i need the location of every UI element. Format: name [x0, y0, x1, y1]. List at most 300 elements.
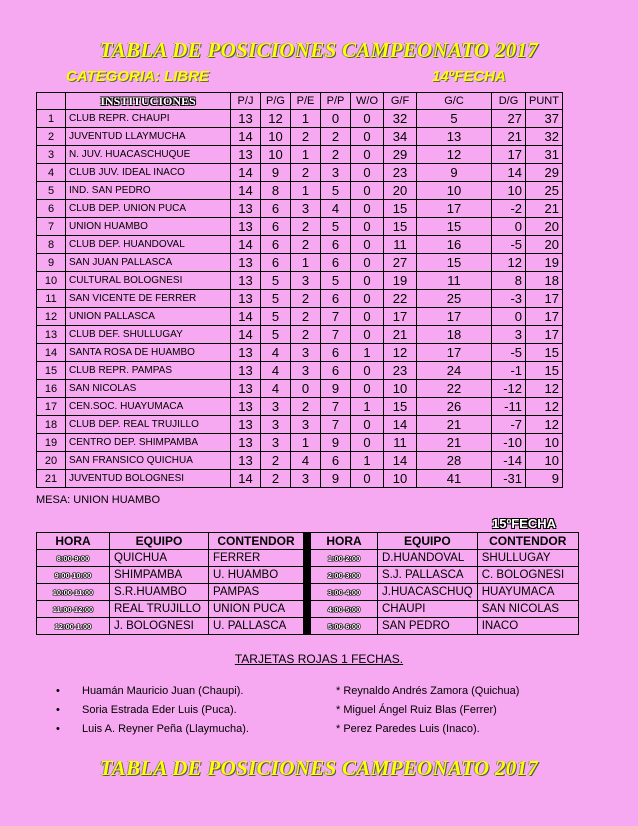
team-name-cell: JUVENTUD BOLOGNESI	[66, 470, 231, 488]
team-name-cell: SAN JUAN PALLASCA	[66, 254, 231, 272]
table-row	[37, 254, 563, 272]
table-cell: 32	[526, 128, 563, 146]
table-cell: 19	[384, 272, 417, 290]
next-round-label: 15ºFECHA	[492, 516, 556, 531]
table-cell: 0	[351, 470, 384, 488]
mesa-label: MESA: UNION HUAMBO	[36, 494, 161, 506]
time-cell: 10:00-11:00	[37, 584, 110, 601]
list-item	[56, 720, 249, 739]
table-cell: 9	[526, 470, 563, 488]
table-cell: 3	[261, 434, 291, 452]
header-cell: CONTENDOR	[477, 533, 578, 550]
table-cell: 27	[384, 254, 417, 272]
table-cell: 11	[384, 434, 417, 452]
table-cell: 9	[321, 380, 351, 398]
list-item	[56, 682, 249, 701]
table-cell: 31	[526, 146, 563, 164]
table-cell: 6	[321, 254, 351, 272]
table-cell: 10	[492, 182, 526, 200]
header-cell	[37, 93, 66, 110]
page-title: TABLA DE POSICIONES CAMPEONATO 2017	[99, 38, 539, 62]
table-cell: -5	[492, 344, 526, 362]
team-name-cell: CLUB DEF. SHULLUGAY	[66, 326, 231, 344]
table-row	[37, 344, 563, 362]
table-cell: 5	[261, 272, 291, 290]
header-cell: EQUIPO	[110, 533, 209, 550]
team-cell: C. BOLOGNESI	[477, 567, 578, 584]
table-cell: 10	[384, 470, 417, 488]
table-cell: 24	[417, 362, 492, 380]
table-cell: 0	[351, 290, 384, 308]
table-cell: 18	[417, 326, 492, 344]
table-cell: 2	[261, 470, 291, 488]
table-cell: 2	[37, 128, 66, 146]
column-divider	[304, 567, 311, 584]
table-cell: 0	[351, 218, 384, 236]
time-cell: 3:00-4:00	[311, 584, 378, 601]
player-name: Soria Estrada Eder Luis (Puca).	[82, 704, 237, 716]
table-cell: 2	[321, 128, 351, 146]
table-cell: -3	[492, 290, 526, 308]
team-name-cell: CLUB DEP. HUANDOVAL	[66, 236, 231, 254]
table-cell: 14	[231, 164, 261, 182]
category-label: CATEGORIA: LIBRE	[66, 68, 210, 85]
column-divider	[304, 550, 311, 567]
table-cell: 6	[321, 362, 351, 380]
table-cell: 13	[231, 218, 261, 236]
table-row	[37, 434, 563, 452]
team-cell: SAN NICOLAS	[477, 601, 578, 618]
table-cell: 12	[261, 110, 291, 128]
table-cell: 21	[37, 470, 66, 488]
table-cell: 13	[231, 416, 261, 434]
header-cell: HORA	[37, 533, 110, 550]
table-cell: 26	[417, 398, 492, 416]
table-cell: 6	[37, 200, 66, 218]
table-cell: 3	[492, 326, 526, 344]
table-cell: 21	[384, 326, 417, 344]
table-cell: 2	[291, 308, 321, 326]
table-cell: 18	[526, 272, 563, 290]
table-cell: 2	[291, 236, 321, 254]
table-cell: 6	[261, 218, 291, 236]
table-row	[37, 326, 563, 344]
header-cell: P/J	[231, 93, 261, 110]
team-name-cell: CLUB REPR. PAMPAS	[66, 362, 231, 380]
table-cell: 32	[384, 110, 417, 128]
table-row	[37, 601, 579, 618]
table-cell: 1	[291, 182, 321, 200]
table-cell: 12	[37, 308, 66, 326]
team-name-cell: IND. SAN PEDRO	[66, 182, 231, 200]
header-cell: W/O	[351, 93, 384, 110]
table-cell: 6	[321, 452, 351, 470]
table-row	[37, 618, 579, 635]
table-row	[37, 200, 563, 218]
table-cell: 3	[291, 416, 321, 434]
table-cell: 7	[321, 398, 351, 416]
table-cell: 8	[261, 182, 291, 200]
time-cell: 8:00-9:00	[37, 550, 110, 567]
table-cell: 28	[417, 452, 492, 470]
table-cell: 17	[417, 308, 492, 326]
table-row	[37, 182, 563, 200]
table-cell: 7	[321, 326, 351, 344]
table-cell: 19	[526, 254, 563, 272]
standings-table	[36, 92, 563, 488]
table-cell: 2	[291, 164, 321, 182]
player-name: Luis A. Reyner Peña (Llaymucha).	[82, 723, 249, 735]
table-cell: 5	[261, 308, 291, 326]
table-cell: 25	[526, 182, 563, 200]
table-cell: 22	[384, 290, 417, 308]
team-cell: QUICHUA	[110, 550, 209, 567]
table-cell: 5	[321, 272, 351, 290]
bullet-icon: •	[56, 704, 60, 716]
table-cell: 25	[417, 290, 492, 308]
table-cell: 2	[261, 452, 291, 470]
table-cell: 9	[321, 434, 351, 452]
table-cell: 1	[291, 434, 321, 452]
table-cell: 3	[37, 146, 66, 164]
table-cell: 4	[321, 200, 351, 218]
table-cell: 14	[231, 236, 261, 254]
table-cell: 1	[351, 452, 384, 470]
team-name-cell: UNION PALLASCA	[66, 308, 231, 326]
table-cell: 9	[417, 164, 492, 182]
bullet-icon: •	[56, 723, 60, 735]
table-row	[37, 470, 563, 488]
table-cell: 13	[231, 398, 261, 416]
table-cell: 13	[231, 344, 261, 362]
table-cell: 12	[526, 398, 563, 416]
team-cell: U. PALLASCA	[209, 618, 304, 635]
column-divider	[304, 584, 311, 601]
header-cell: CONTENDOR	[209, 533, 304, 550]
table-cell: -14	[492, 452, 526, 470]
table-cell: 21	[526, 200, 563, 218]
team-name-cell: UNION HUAMBO	[66, 218, 231, 236]
table-cell: 17	[417, 344, 492, 362]
table-cell: 18	[37, 416, 66, 434]
table-cell: 15	[384, 218, 417, 236]
team-name-cell: CLUB DEP. UNION PUCA	[66, 200, 231, 218]
table-cell: 8	[37, 236, 66, 254]
table-cell: 6	[261, 200, 291, 218]
table-cell: 2	[291, 128, 321, 146]
red-cards-list-left	[56, 682, 249, 739]
table-row	[37, 380, 563, 398]
table-cell: 1	[37, 110, 66, 128]
team-cell: UNION PUCA	[209, 601, 304, 618]
table-cell: 1	[291, 146, 321, 164]
column-divider	[304, 601, 311, 618]
table-cell: 13	[231, 452, 261, 470]
table-cell: 7	[321, 308, 351, 326]
table-cell: 11	[384, 236, 417, 254]
table-cell: 0	[351, 182, 384, 200]
table-cell: 7	[37, 218, 66, 236]
table-cell: 0	[351, 236, 384, 254]
table-cell: 2	[291, 398, 321, 416]
table-row	[37, 308, 563, 326]
table-cell: 4	[261, 362, 291, 380]
table-cell: 5	[261, 290, 291, 308]
team-name-cell: SAN VICENTE DE FERRER	[66, 290, 231, 308]
schedule-header-row	[37, 533, 579, 550]
header-cell: P/G	[261, 93, 291, 110]
team-name-cell: CULTURAL BOLOGNESI	[66, 272, 231, 290]
table-cell: 13	[231, 146, 261, 164]
table-cell: 37	[526, 110, 563, 128]
team-cell: S.J. PALLASCA	[378, 567, 478, 584]
table-cell: 1	[291, 110, 321, 128]
team-cell: SAN PEDRO	[378, 618, 478, 635]
table-cell: 2	[291, 218, 321, 236]
table-cell: 6	[321, 344, 351, 362]
table-cell: 15	[417, 254, 492, 272]
table-cell: 10	[384, 380, 417, 398]
table-cell: 3	[291, 344, 321, 362]
table-cell: 41	[417, 470, 492, 488]
table-cell: 12	[417, 146, 492, 164]
table-cell: 10	[261, 146, 291, 164]
table-cell: 2	[321, 146, 351, 164]
table-cell: 20	[526, 236, 563, 254]
time-cell: 1:00-2:00	[311, 550, 378, 567]
header-cell: HORA	[311, 533, 378, 550]
table-cell: 27	[492, 110, 526, 128]
column-divider	[304, 618, 311, 635]
round-label: 14ºFECHA	[432, 68, 506, 85]
table-cell: -10	[492, 434, 526, 452]
table-cell: -2	[492, 200, 526, 218]
table-cell: 14	[231, 128, 261, 146]
table-cell: 4	[37, 164, 66, 182]
table-cell: -31	[492, 470, 526, 488]
table-row	[37, 236, 563, 254]
table-cell: 0	[351, 164, 384, 182]
table-cell: 20	[37, 452, 66, 470]
list-item: * Reynaldo Andrés Zamora (Quichua)	[336, 685, 520, 697]
team-name-cell: SAN NICOLAS	[66, 380, 231, 398]
table-row	[37, 584, 579, 601]
table-cell: 0	[351, 308, 384, 326]
team-cell: PAMPAS	[209, 584, 304, 601]
team-name-cell: CLUB JUV. IDEAL INACO	[66, 164, 231, 182]
time-cell: 12:00-1:00	[37, 618, 110, 635]
table-cell: 0	[351, 416, 384, 434]
red-cards-title: TARJETAS ROJAS 1 FECHAS.	[234, 652, 404, 666]
header-cell: D/G	[492, 93, 526, 110]
table-row	[37, 164, 563, 182]
table-cell: 11	[417, 272, 492, 290]
table-cell: 13	[231, 200, 261, 218]
table-cell: 13	[37, 326, 66, 344]
list-item	[56, 701, 249, 720]
table-cell: 10	[526, 452, 563, 470]
table-cell: 15	[384, 398, 417, 416]
table-cell: -1	[492, 362, 526, 380]
table-cell: 16	[417, 236, 492, 254]
table-cell: 5	[321, 218, 351, 236]
table-row	[37, 567, 579, 584]
header-cell: G/C	[417, 93, 492, 110]
team-cell: SHIMPAMBA	[110, 567, 209, 584]
table-cell: 9	[261, 164, 291, 182]
table-cell: 14	[384, 416, 417, 434]
list-item: * Miguel Ángel Ruiz Blas (Ferrer)	[336, 704, 497, 716]
table-row	[37, 146, 563, 164]
table-cell: 3	[291, 272, 321, 290]
table-row	[37, 110, 563, 128]
table-cell: 34	[384, 128, 417, 146]
table-cell: 13	[231, 380, 261, 398]
table-cell: 14	[231, 326, 261, 344]
table-cell: 13	[231, 434, 261, 452]
table-cell: 10	[37, 272, 66, 290]
table-cell: 14	[231, 470, 261, 488]
time-cell: 11:00-12:00	[37, 601, 110, 618]
table-cell: 21	[417, 434, 492, 452]
team-cell: U. HUAMBO	[209, 567, 304, 584]
table-row	[37, 128, 563, 146]
table-cell: 15	[37, 362, 66, 380]
table-cell: 9	[37, 254, 66, 272]
table-cell: 13	[231, 254, 261, 272]
team-name-cell: CEN.SOC. HUAYUMACA	[66, 398, 231, 416]
time-cell: 2:00-3:00	[311, 567, 378, 584]
table-cell: 5	[261, 326, 291, 344]
table-cell: 22	[417, 380, 492, 398]
table-cell: 15	[526, 344, 563, 362]
table-cell: 19	[37, 434, 66, 452]
table-cell: 14	[231, 308, 261, 326]
table-cell: 14	[492, 164, 526, 182]
table-cell: 0	[492, 218, 526, 236]
table-cell: 5	[321, 182, 351, 200]
table-row	[37, 290, 563, 308]
column-divider	[304, 533, 311, 550]
table-cell: 0	[321, 110, 351, 128]
header-cell: P/E	[291, 93, 321, 110]
schedule-table	[36, 532, 579, 635]
table-cell: 12	[384, 344, 417, 362]
table-cell: 15	[384, 200, 417, 218]
header-cell: EQUIPO	[378, 533, 478, 550]
team-name-cell: JUVENTUD LLAYMUCHA	[66, 128, 231, 146]
table-cell: 5	[37, 182, 66, 200]
header-cell: P/P	[321, 93, 351, 110]
table-cell: 20	[384, 182, 417, 200]
table-cell: 12	[492, 254, 526, 272]
table-cell: 1	[351, 398, 384, 416]
table-cell: 0	[351, 254, 384, 272]
team-cell: REAL TRUJILLO	[110, 601, 209, 618]
table-cell: 0	[291, 380, 321, 398]
team-cell: INACO	[477, 618, 578, 635]
table-cell: 3	[291, 470, 321, 488]
team-name-cell: N. JUV. HUACASCHUQUE	[66, 146, 231, 164]
team-name-cell: SANTA ROSA DE HUAMBO	[66, 344, 231, 362]
team-name-cell: CLUB REPR. CHAUPI	[66, 110, 231, 128]
table-cell: 14	[384, 452, 417, 470]
table-cell: 13	[417, 128, 492, 146]
table-cell: 8	[492, 272, 526, 290]
table-cell: 17	[526, 308, 563, 326]
time-cell: 5:00-6:00	[311, 618, 378, 635]
table-cell: 4	[261, 380, 291, 398]
table-cell: 23	[384, 164, 417, 182]
table-cell: 10	[417, 182, 492, 200]
table-cell: 0	[351, 326, 384, 344]
table-cell: 17	[526, 290, 563, 308]
table-cell: 0	[351, 110, 384, 128]
table-row	[37, 416, 563, 434]
team-cell: J. BOLOGNESI	[110, 618, 209, 635]
table-cell: -7	[492, 416, 526, 434]
table-row	[37, 452, 563, 470]
player-name: Huamán Mauricio Juan (Chaupi).	[82, 685, 244, 697]
table-cell: 3	[261, 416, 291, 434]
table-cell: 3	[291, 200, 321, 218]
table-row	[37, 398, 563, 416]
team-cell: SHULLUGAY	[477, 550, 578, 567]
header-cell: G/F	[384, 93, 417, 110]
table-cell: 13	[231, 110, 261, 128]
table-cell: 6	[321, 236, 351, 254]
table-row	[37, 218, 563, 236]
time-cell: 4:00-5:00	[311, 601, 378, 618]
table-cell: -5	[492, 236, 526, 254]
table-cell: 21	[492, 128, 526, 146]
table-cell: 2	[291, 290, 321, 308]
table-cell: 9	[321, 470, 351, 488]
table-cell: 0	[492, 308, 526, 326]
time-cell: 9:00-10:00	[37, 567, 110, 584]
table-cell: 16	[37, 380, 66, 398]
table-cell: 14	[37, 344, 66, 362]
table-cell: -11	[492, 398, 526, 416]
team-name-cell: CENTRO DEP. SHIMPAMBA	[66, 434, 231, 452]
table-cell: 6	[261, 254, 291, 272]
table-cell: 10	[526, 434, 563, 452]
table-cell: 1	[351, 344, 384, 362]
table-cell: 3	[291, 362, 321, 380]
table-cell: 6	[321, 290, 351, 308]
table-cell: 14	[231, 182, 261, 200]
table-cell: 0	[351, 146, 384, 164]
table-cell: 15	[417, 218, 492, 236]
table-cell: 29	[526, 164, 563, 182]
team-cell: CHAUPI	[378, 601, 478, 618]
table-cell: 3	[261, 398, 291, 416]
table-cell: 23	[384, 362, 417, 380]
team-cell: FERRER	[209, 550, 304, 567]
table-cell: 5	[417, 110, 492, 128]
table-cell: 6	[261, 236, 291, 254]
table-cell: 20	[526, 218, 563, 236]
table-cell: 17	[37, 398, 66, 416]
table-cell: 17	[492, 146, 526, 164]
table-cell: 21	[417, 416, 492, 434]
table-cell: 1	[291, 254, 321, 272]
bullet-icon: •	[56, 685, 60, 697]
table-row	[37, 272, 563, 290]
table-cell: 7	[321, 416, 351, 434]
table-cell: 0	[351, 362, 384, 380]
table-cell: 11	[37, 290, 66, 308]
